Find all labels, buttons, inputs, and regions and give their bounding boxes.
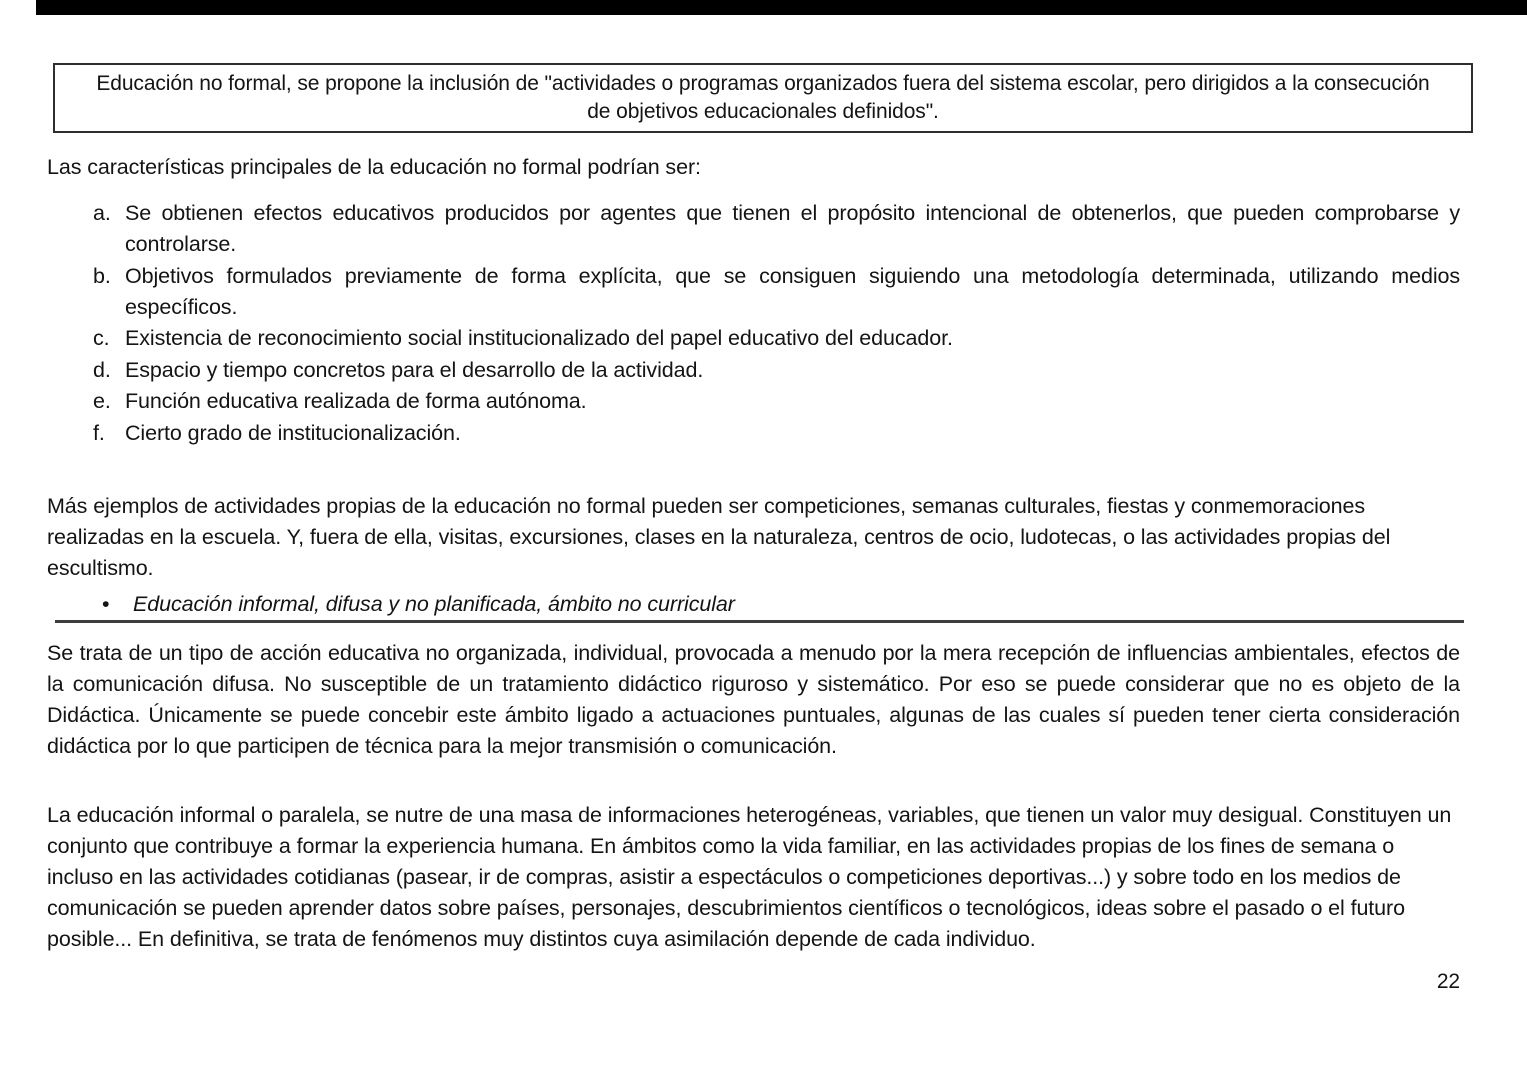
list-item-text: Cierto grado de institucionalización. [125, 420, 461, 445]
list-item [93, 418, 1460, 449]
list-item [93, 386, 1460, 417]
list-item-marker: f. [93, 420, 105, 445]
definition-box [53, 63, 1473, 133]
bullet-icon: • [102, 591, 110, 616]
list-item-text: Se obtienen efectos educativos producidos por agentes que tienen el propósito intencional de obtenerlos, que pueden comprobarse y controlarse. [125, 201, 1460, 256]
list-item [93, 261, 1460, 323]
list-item [93, 198, 1460, 260]
examples-paragraph: Más ejemplos de actividades propias de la educación no formal pueden ser competiciones, semanas culturales, fiestas y conmemoraciones realizadas en la escuela. Y, fuera de ella, visitas, excursiones, clases en la naturaleza, centros de ocio, ludotecas, o las actividades propias del escultismo. [47, 493, 1391, 580]
definition-box-line: de objetivos educacionales definidos". [587, 100, 939, 123]
list-item-text: Función educativa realizada de forma autónoma. [125, 389, 587, 413]
list-item [93, 355, 1460, 386]
informal-education-paragraph-1: Se trata de un tipo de acción educativa no organizada, individual, provocada a menudo por la mera recepción de influencias ambientales, efectos de la comunicación difusa. No susceptible de un tratamiento didáctico riguroso y sistemático. Por eso se puede considerar que no es objeto de la Didáctica. Únicamente se puede concebir este ámbito ligado a actuaciones puntuales, algunas de las cuales sí pueden tener cierta consideración didáctica por lo que participen de técnica para la mejor transmisión o comunicación. [47, 640, 1460, 758]
bullet-heading-text: Educación informal, difusa y no planificada, ámbito no curricular [133, 591, 735, 616]
list-item-text: Existencia de reconocimiento social institucionalizado del papel educativo del educador. [125, 326, 953, 350]
bullet-heading [47, 592, 1460, 617]
list-item-marker: d. [93, 357, 111, 382]
list-item-marker: a. [93, 201, 111, 225]
page-number: 22 [1436, 969, 1460, 993]
informal-education-paragraph-2: La educación informal o paralela, se nutre de una masa de informaciones heterogéneas, variables, que tienen un valor muy desigual. Constituyen un conjunto que contribuye a formar la experiencia humana. En ámbitos como la vida familiar, en las actividades propias de los fines de semana o incluso en las actividades cotidianas (pasear, ir de compras, asistir a espectáculos o competiciones deportivas...) y sobre todo en los medios de comunicación se pueden aprender datos sobre países, personajes, descubrimientos científicos o tecnológicos, ideas sobre el pasado o el futuro posible... En definitiva, se trata de fenómenos muy distintos cuya asimilación depende de cada individuo. [47, 802, 1452, 951]
list-item-text: Espacio y tiempo concretos para el desarrollo de la actividad. [125, 357, 704, 382]
intro-paragraph: Las características principales de la educación no formal podrían ser: [47, 155, 701, 179]
section-divider [55, 620, 1464, 623]
definition-box-line: Educación no formal, se propone la inclusión de "actividades o programas organizados fuera del sistema escolar, pero dirigidos a la consecución [96, 72, 1430, 95]
page-content [47, 0, 1460, 993]
list-item-text: Objetivos formulados previamente de forma explícita, que se consiguen siguiendo una metodología determinada, utilizando medios específicos. [125, 263, 1460, 319]
list-item-marker: e. [93, 389, 111, 413]
list-item-marker: c. [93, 326, 110, 350]
characteristics-list [47, 198, 1460, 449]
list-item [93, 323, 1460, 354]
list-item-marker: b. [93, 263, 111, 288]
